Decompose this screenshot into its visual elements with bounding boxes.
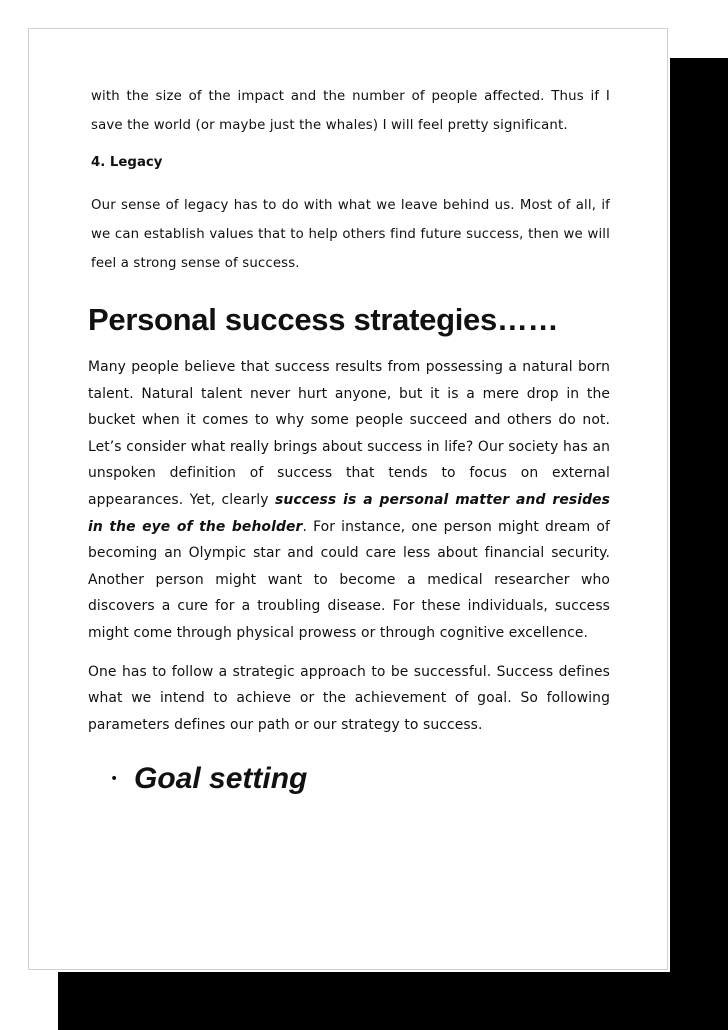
page-content — [88, 82, 610, 796]
bullet-item-goal-setting — [110, 762, 610, 796]
page-shadow-right — [670, 58, 728, 1030]
intro-paragraph: with the size of the impact and the number of people affected. Thus if I save the world (or maybe just the whales) I will feel pretty significant. — [91, 89, 610, 133]
legacy-heading: 4. Legacy — [91, 155, 163, 170]
bullet-text: Goal setting — [134, 762, 308, 796]
para1-text-end: . For instance, one person might dream of becoming an Olympic star and could care less about financial security. Another person might want to become a medical researcher who discovers a cure for a troubling disease. For these individuals, success might come through physical prowess or through cognitive excellence. — [88, 518, 610, 641]
para1-emphasis: success is a personal matter and resides in the eye of the beholder — [88, 491, 610, 535]
legacy-paragraph: Our sense of legacy has to do with what we leave behind us. Most of all, if we can establish values that to help others find future success, then we will feel a strong sense of success. — [91, 198, 610, 271]
section-title: Personal success strategies…… — [88, 302, 559, 337]
strategies-paragraph-1 — [88, 354, 610, 647]
strategies-paragraph-2: One has to follow a strategic approach to be successful. Success defines what we intend to achieve or the achievement of goal. So following parameters defines our path or our strategy to success. — [88, 663, 610, 733]
page-shadow-bottom — [58, 972, 728, 1030]
para1-text-start: Many people believe that success results from possessing a natural born talent. Natural talent never hurt anyone, but it is a mere drop in the bucket when it comes to why some people succeed and others do not. Let’s consider what really brings about success in life? Our society has an unspoken definition of success that tends to focus on external appearances. Yet, clearly — [88, 359, 610, 508]
bullet-icon: • — [110, 771, 119, 788]
